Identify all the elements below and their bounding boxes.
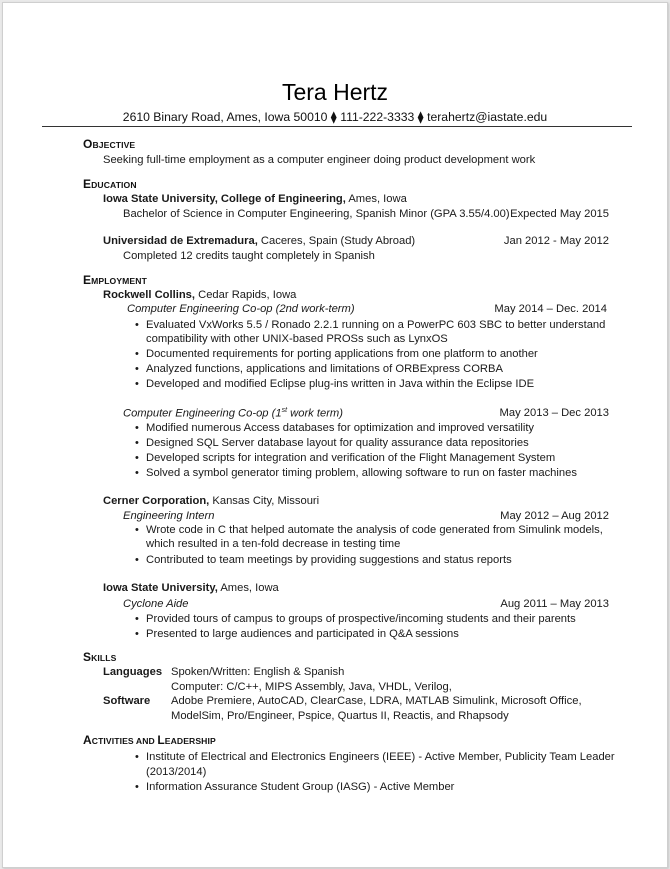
objective-text: Seeking full-time employment as a computer engineer doing product development work [103,154,536,166]
candidate-name: Tera Hertz [281,79,389,105]
skills-software-line: ModelSim, Pro/Engineer, Pspice, Quartus II, Reactis, and Rhapsody [171,710,509,722]
contact-line: 2610 Binary Road, Ames, Iowa 50010 ⧫ 111-222-3333 ⧫ terahertz@iastate.edu [122,110,548,124]
skills-languages-label: Languages [103,666,163,678]
resume-page [2,2,668,868]
list-item: • Presented to large audiences and participated in Q&A sessions [146,628,459,640]
list-item: • Evaluated VxWorks 5.5 / Ronado 2.2.1 running on a PowerPC 603 SBC to better understand [146,319,605,331]
list-item: • Modified numerous Access databases for optimization and improved versatility [146,422,534,434]
job-role-title: Engineering Intern [123,510,215,522]
skills-languages-line: Spoken/Written: English & Spanish [171,666,345,678]
list-item: • Wrote code in C that helped automate the analysis of code generated from Simulink models, [146,524,603,536]
job-role-date: May 2014 – Dec. 2014 [494,303,607,315]
education-entry-date: Expected May 2015 [510,208,609,220]
education-heading: EDUCATION [83,177,137,191]
job-role-date: Aug 2011 – May 2013 [500,598,609,610]
list-item: • Developed scripts for integration and verification of the Flight Management System [146,452,555,464]
job-company: Iowa State University, Ames, Iowa [103,582,279,594]
job-role-title: Computer Engineering Co-op (1st work term) [123,407,343,420]
activities-heading: ACTIVITIES AND LEADERSHIP [83,733,216,747]
education-entry-detail: Bachelor of Science in Computer Engineering, Spanish Minor (GPA 3.55/4.00) [123,208,510,220]
header-divider [42,126,632,127]
education-entry-date: Jan 2012 - May 2012 [503,235,609,247]
job-company: Rockwell Collins, Cedar Rapids, Iowa [103,289,297,301]
education-entry-school: Universidad de Extremadura, Caceres, Spain (Study Abroad) [103,235,416,247]
list-item-continuation: (2013/2014) [146,766,207,778]
list-item: • Developed and modified Eclipse plug-ins written in Java within the Eclipse IDE [146,378,534,390]
list-item: • Designed SQL Server database layout for quality assurance data repositories [146,437,529,449]
list-item: • Analyzed functions, applications and limitations of ORBExpress CORBA [146,363,503,375]
list-item: • Information Assurance Student Group (IASG) - Active Member [146,781,454,793]
education-entry-school: Iowa State University, College of Engineering, Ames, Iowa [103,193,407,205]
list-item: • Solved a symbol generator timing problem, allowing software to run on faster machines [146,467,577,479]
skills-heading: SKILLS [83,650,117,664]
list-item: • Documented requirements for porting applications from one platform to another [146,348,538,360]
objective-heading: OBJECTIVE [83,137,136,151]
job-role-title: Cyclone Aide [123,598,189,610]
list-item: • Contributed to team meetings by providing suggestions and status reports [146,554,512,566]
skills-software-label: Software [103,695,151,707]
list-item: • Institute of Electrical and Electronics Engineers (IEEE) - Active Member, Publicity Team Leader [146,751,615,763]
list-item: • Provided tours of campus to groups of prospective/incoming students and their parents [146,613,576,625]
list-item-continuation: compatibility with other UNIX-based PROSs such as LynxOS [146,333,448,345]
employment-heading: EMPLOYMENT [83,273,147,287]
job-company: Cerner Corporation, Kansas City, Missouri [103,495,320,507]
job-role-title: Computer Engineering Co-op (2nd work-term) [127,303,355,315]
skills-software-line: Adobe Premiere, AutoCAD, ClearCase, LDRA, MATLAB Simulink, Microsoft Office, [171,695,582,707]
skills-languages-line: Computer: C/C++, MIPS Assembly, Java, VHDL, Verilog, [171,681,452,693]
job-role-date: May 2012 – Aug 2012 [500,510,609,522]
education-entry-detail: Completed 12 credits taught completely in Spanish [123,250,375,262]
list-item-continuation: which resulted in a ten-fold decrease in testing time [146,538,401,550]
job-role-date: May 2013 – Dec 2013 [499,407,609,419]
